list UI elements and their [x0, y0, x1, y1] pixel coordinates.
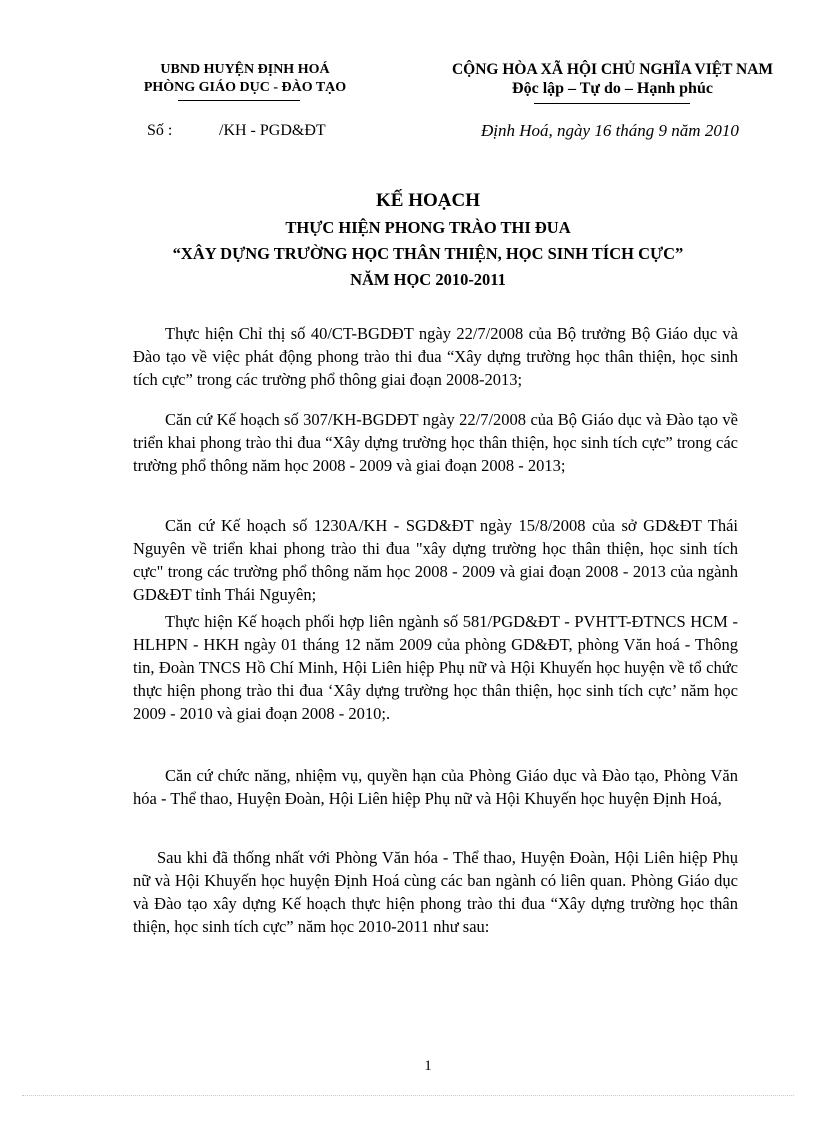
page-bottom-divider	[22, 1095, 794, 1096]
body-paragraph: Thực hiện Chỉ thị số 40/CT-BGDĐT ngày 22/7/2008 của Bộ trưởng Bộ Giáo dục và Đào tạo về việc phát động phong trào thi đua “Xây dựng trường học thân thiện, học sinh tích cực” trong các trường phổ thông giai đoạn 2008-2013;	[133, 324, 738, 389]
body-paragraph: Căn cứ Kế hoạch số 1230A/KH - SGD&ĐT ngày 15/8/2008 của sở GD&ĐT Thái Nguyên về triển khai phong trào thi đua "xây dựng trường học thân thiện, học sinh tích cực" trong các trường phổ thông năm học 2008 - 2009 và giai đoạn 2008 - 2013 của ngành GD&ĐT tỉnh Thái Nguyên;	[133, 516, 738, 604]
page-number: 1	[424, 1058, 432, 1074]
issuer-department: PHÒNG GIÁO DỤC - ĐÀO TẠO	[143, 80, 347, 95]
body-paragraph: Căn cứ chức năng, nhiệm vụ, quyền hạn của Phòng Giáo dục và Đào tạo, Phòng Văn hóa - Thể thao, Huyện Đoàn, Hội Liên hiệp Phụ nữ và Hội Khuyến học huyện Định Hoá,	[133, 766, 738, 808]
body-paragraph: Thực hiện Kế hoạch phối hợp liên ngành số 581/PGD&ĐT - PVHTT-ĐTNCS HCM - HLHPN - HKH ngày 01 tháng 12 năm 2009 của phòng GD&ĐT, phòng Văn hoá - Thông tin, Đoàn TNCS Hồ Chí Minh, Hội Liên hiệp Phụ nữ và Hội Khuyến học huyện về tổ chức thực hiện phong trào thi đua ‘Xây dựng trường học thân thiện, học sinh tích cực’ năm học 2009 - 2010 và giai đoạn 2008 - 2010;.	[133, 612, 738, 723]
issuer-authority: UBND HUYỆN ĐỊNH HOÁ	[160, 62, 330, 77]
national-title: CỘNG HÒA XÃ HỘI CHỦ NGHĨA VIỆT NAM	[451, 61, 774, 78]
national-motto: Độc lập – Tự do – Hạnh phúc	[512, 80, 713, 97]
body-paragraph: Sau khi đã thống nhất với Phòng Văn hóa - Thể thao, Huyện Đoàn, Hội Liên hiệp Phụ nữ và Hội Khuyến học huyện Định Hoá cùng các ban ngành có liên quan. Phòng Giáo dục và Đào tạo xây dựng Kế hoạch thực hiện phong trào thi đua “Xây dựng trường học thân thiện, học sinh tích cực” năm học 2010-2011 như sau:	[133, 848, 738, 936]
document-number-code: /KH - PGD&ĐT	[219, 122, 326, 139]
document-title: KẾ HOẠCH	[376, 190, 480, 211]
document-date: Định Hoá, ngày 16 tháng 9 năm 2010	[481, 121, 739, 140]
document-subtitle-3: NĂM HỌC 2010-2011	[350, 270, 506, 289]
document-subtitle-2: “XÂY DỰNG TRƯỜNG HỌC THÂN THIỆN, HỌC SINH TÍCH CỰC”	[172, 244, 684, 263]
issuer-underline	[178, 100, 300, 101]
document-subtitle-1: THỰC HIỆN PHONG TRÀO THI ĐUA	[285, 218, 571, 237]
document-number-label: Số :	[147, 122, 173, 139]
motto-underline	[534, 103, 690, 104]
body-paragraph: Căn cứ Kế hoạch số 307/KH-BGDĐT ngày 22/7/2008 của Bộ Giáo dục và Đào tạo về triển khai phong trào thi đua “Xây dựng trường học thân thiện, học sinh tích cực” trong các trường phổ thông năm học 2008 - 2009 và giai đoạn 2008 - 2013;	[133, 410, 738, 475]
